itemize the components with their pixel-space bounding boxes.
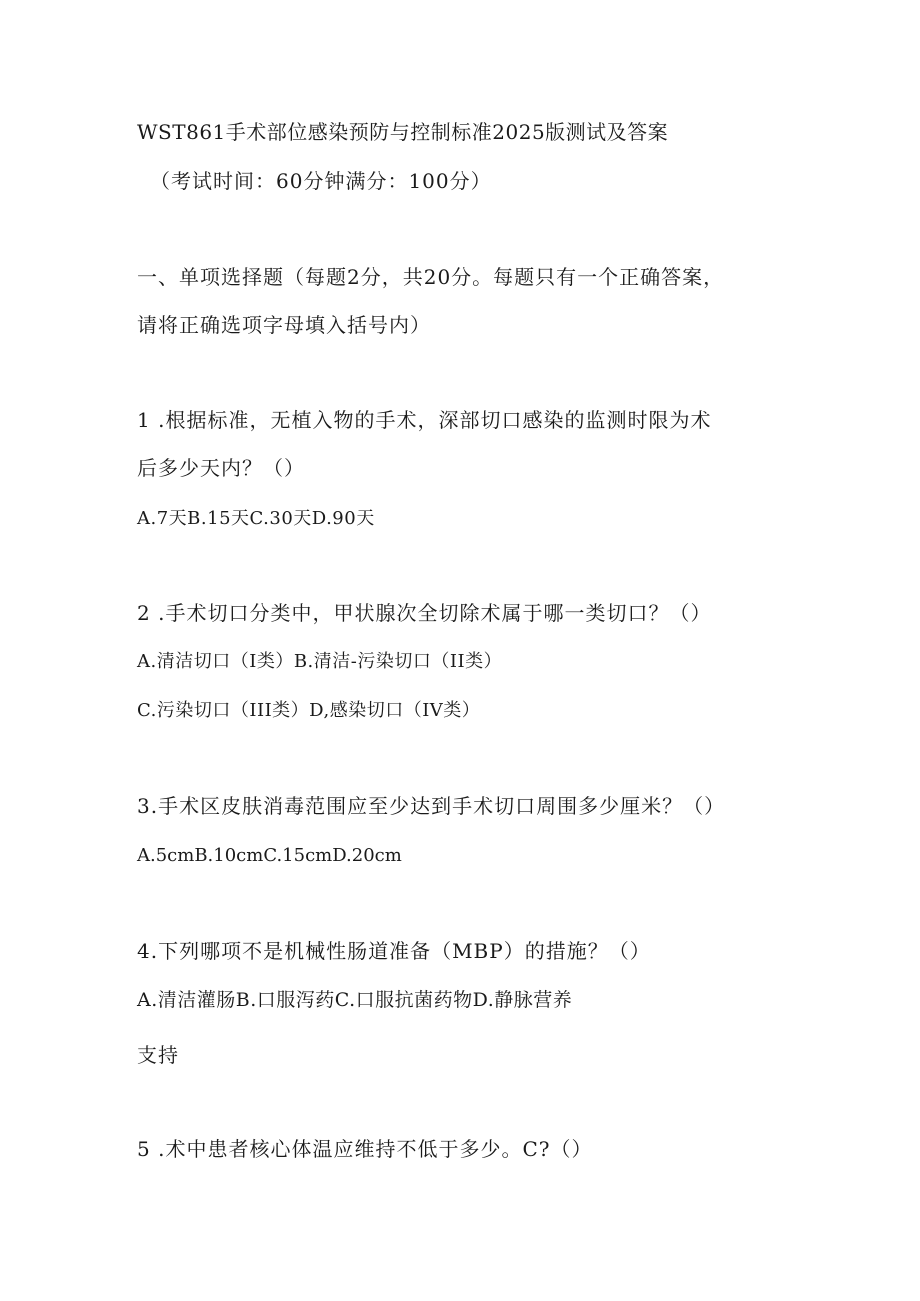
- question-4-stem: 4.下列哪项不是机械性肠道准备（MBP）的措施？（）: [137, 939, 651, 963]
- question-2-options-continued: C.污染切口（III类）D,感染切口（IV类）: [137, 700, 481, 721]
- question-4-options: A.清洁灌肠B.口服泻药C.口服抗菌药物D.静脉营养: [137, 989, 573, 1011]
- question-3-stem: 3.手术区皮肤消毒范围应至少达到手术切口周围多少厘米？（）: [137, 794, 726, 818]
- section-heading-continued: 请将正确选项字母填入括号内）: [137, 313, 431, 337]
- question-3-options: A.5cmB.10cmC.15cmD.20cm: [137, 845, 402, 866]
- question-1-stem: 1 .根据标准，无植入物的手术，深部切口感染的监测时限为术: [137, 408, 712, 432]
- section-heading: 一、单项选择题（每题2分，共20分。每题只有一个正确答案，: [137, 265, 725, 289]
- question-2-options: A.清洁切口（I类）B.清洁-污染切口（II类）: [137, 651, 503, 672]
- question-5-stem: 5 .术中患者核心体温应维持不低于多少。C?（）: [137, 1137, 593, 1161]
- question-1-stem-continued: 后多少天内？（）: [137, 456, 305, 480]
- question-1-options: A.7天B.15天C.30天D.90天: [137, 508, 375, 529]
- question-4-options-continued: 支持: [137, 1043, 179, 1067]
- exam-info: （考试时间：60分钟满分：100分）: [150, 169, 492, 193]
- question-2-stem: 2 .手术切口分类中，甲状腺次全切除术属于哪一类切口？（）: [137, 601, 712, 625]
- document-title: WST861手术部位感染预防与控制标准2025版测试及答案: [137, 120, 669, 144]
